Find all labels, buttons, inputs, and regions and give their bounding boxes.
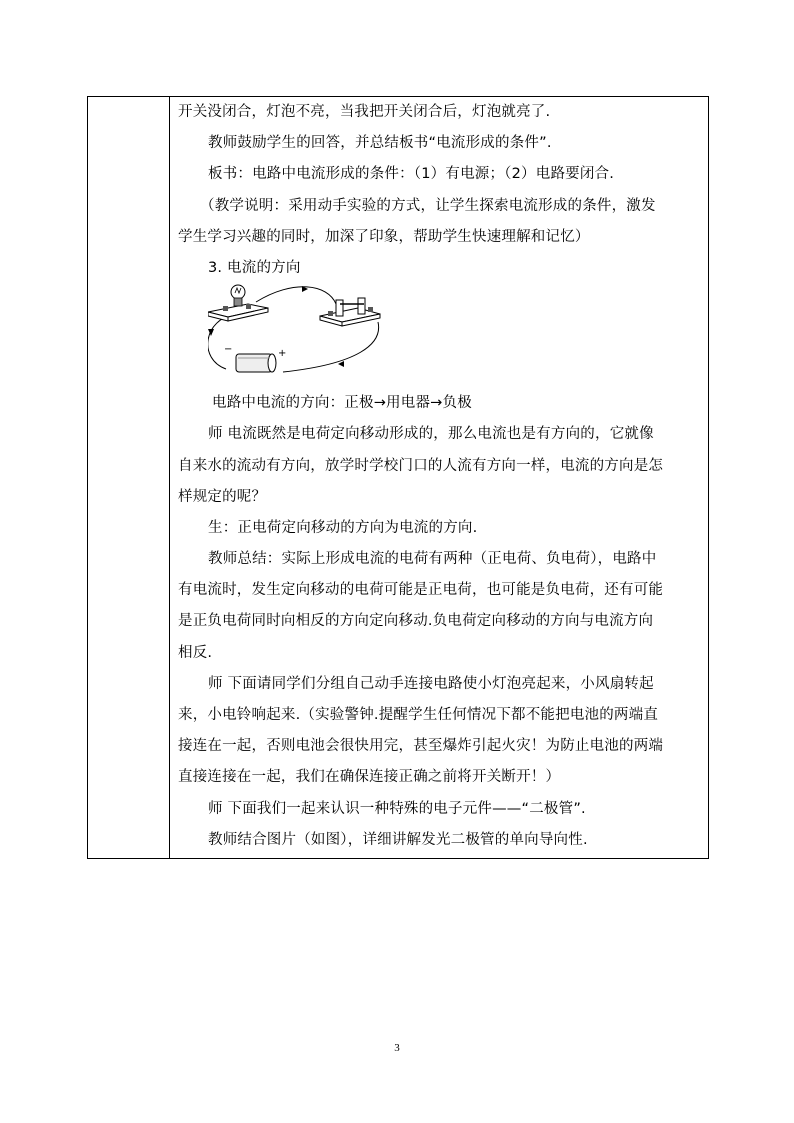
text-line: 电路中电流的方向：正极→用电器→负极 <box>212 395 472 412</box>
wire-left <box>208 314 236 369</box>
page-number: 3 <box>394 1042 400 1054</box>
text-line: 是正负电荷同时向相反的方向定向移动.负电荷定向移动的方向与电流方向 <box>178 613 654 630</box>
bulb-icon <box>231 285 245 299</box>
text-line: 样规定的呢？ <box>178 488 267 505</box>
text-line: 师 电流既然是电荷定向移动形成的，那么电流也是有方向的，它就像 <box>208 426 654 443</box>
switch-icon <box>336 300 343 316</box>
wire-top <box>256 287 336 304</box>
text-line: 来，小电铃响起来.（实验警钟.提醒学生任何情况下都不能把电池的两端直 <box>178 707 659 723</box>
text-line: 自来水的流动有方向，放学时学校门口的人流有方向一样，电流的方向是怎 <box>178 457 664 474</box>
text-line: 接连在一起，否则电池会很快用完，甚至爆炸引起火灾！为防止电池的两端 <box>178 738 664 755</box>
table-content-column <box>170 97 708 858</box>
text-line: 生：正电荷定向移动的方向为电流的方向. <box>208 519 478 536</box>
text-line: 师 下面请同学们分组自己动手连接电路使小灯泡亮起来，小风扇转起 <box>208 675 654 692</box>
text-line: 学生学习兴趣的同时，加深了印象，帮助学生快速理解和记忆） <box>178 228 590 245</box>
lesson-table <box>87 96 709 859</box>
plus-label: + <box>278 348 287 360</box>
table-left-column <box>88 97 170 858</box>
text-line: 教师鼓励学生的回答，并总结板书“电流形成的条件”. <box>208 135 552 152</box>
circuit-diagram <box>208 284 702 388</box>
text-line: 教师结合图片（如图），详细讲解发光二极管的单向导向性. <box>208 831 588 848</box>
battery-icon <box>236 354 272 372</box>
section-heading: 3. 电流的方向 <box>208 259 301 276</box>
wire-right <box>283 322 379 372</box>
text-line: （教学说明：采用动手实验的方式，让学生探索电流形成的条件，激发 <box>200 197 656 214</box>
text-line: 有电流时，发生定向移动的电荷可能是正电荷，也可能是负电荷，还有可能 <box>178 582 664 599</box>
text-line: 直接连接在一起，我们在确保连接正确之前将开关断开！） <box>178 769 561 786</box>
text-line: 开关没闭合，灯泡不亮，当我把开关闭合后，灯泡就亮了. <box>178 104 551 120</box>
text-line: 师 下面我们一起来认识一种特殊的电子元件——“二极管”. <box>208 800 586 817</box>
text-line: 板书：电路中电流形成的条件：（1）有电源；（2）电路要闭合. <box>208 166 615 183</box>
circuit-diagram-svg <box>208 284 408 388</box>
text-line: 教师总结：实际上形成电流的电荷有两种（正电荷、负电荷），电路中 <box>208 551 657 568</box>
minus-label: − <box>224 344 233 356</box>
text-line: 相反. <box>178 644 213 661</box>
